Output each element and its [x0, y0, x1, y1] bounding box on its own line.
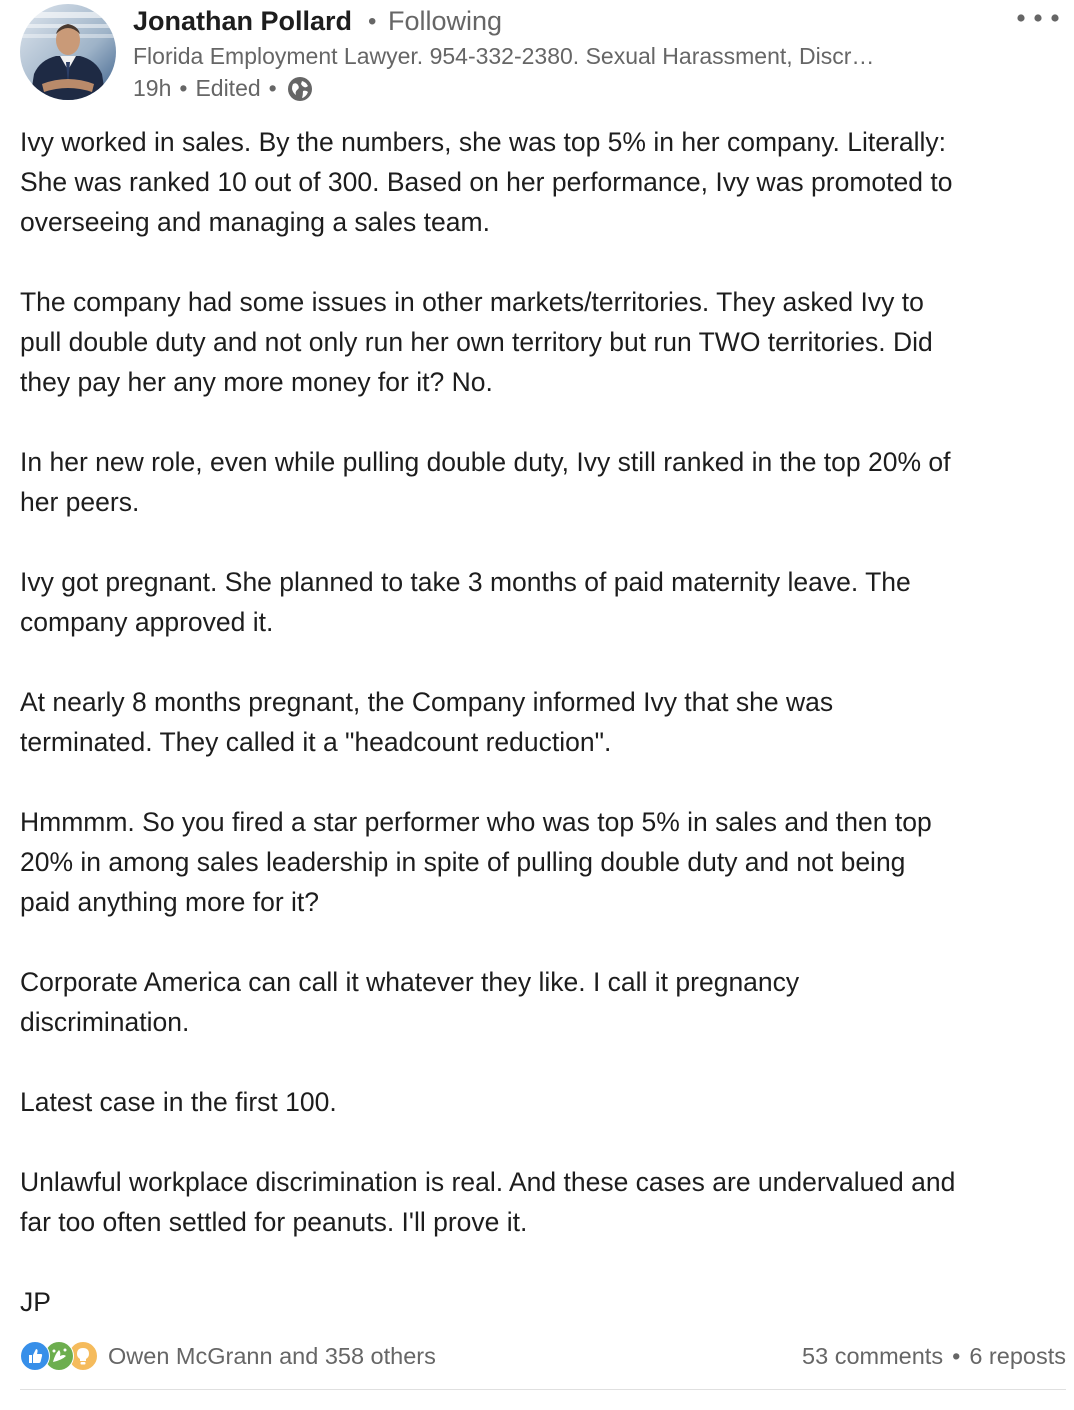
- author-headline: Florida Employment Lawyer. 954-332-2380. Sexual Harassment, Discr…: [133, 43, 875, 69]
- post-paragraph: Corporate America can call it whatever they like. I call it pregnancy discrimination.: [20, 967, 800, 1037]
- divider: [20, 1389, 1066, 1390]
- separator-dot: •: [179, 75, 188, 101]
- author-avatar[interactable]: [20, 4, 116, 100]
- post-paragraph: Hmmmm. So you fired a star performer who was top 5% in sales and then top 20% in among sales leadership in spite of pulling double duty and not being paid anything more for it?: [20, 807, 932, 917]
- post-paragraph: Ivy worked in sales. By the numbers, she was top 5% in her company. Literally: She was ranked 10 out of 300. Based on her performance, Ivy was promoted to overseeing and managing a sales team.: [20, 127, 953, 237]
- post-paragraph: In her new role, even while pulling double duty, Ivy still ranked in the top 20% of her peers.: [20, 447, 951, 517]
- post-paragraph: Latest case in the first 100.: [20, 1087, 337, 1117]
- author-name[interactable]: Jonathan Pollard: [133, 6, 353, 36]
- post-text: [20, 122, 1060, 1322]
- reactions-summary[interactable]: [20, 1341, 436, 1371]
- post-meta: [133, 75, 313, 102]
- separator-dot: •: [952, 1342, 961, 1369]
- reaction-icons: [20, 1341, 100, 1371]
- post-paragraph: Unlawful workplace discrimination is real. And these cases are undervalued and far too often settled for peanuts. I'll prove it.: [20, 1167, 956, 1237]
- separator-dot: •: [268, 75, 277, 101]
- post-time: 19h: [133, 75, 172, 101]
- reposts-count-link[interactable]: 6 reposts: [969, 1342, 1066, 1369]
- engagement-counts: [802, 1343, 1066, 1370]
- globe-icon: [287, 76, 313, 102]
- social-counts-bar: [20, 1338, 1066, 1374]
- more-options-icon: [1016, 13, 1060, 23]
- post-paragraph: The company had some issues in other markets/territories. They asked Ivy to pull double duty and not only run her own territory but run TWO territories. Did they pay her any more money for it? No.: [20, 287, 933, 397]
- post-paragraph: At nearly 8 months pregnant, the Company informed Ivy that she was terminated. They called it a "headcount reduction".: [20, 687, 834, 757]
- comments-count-link[interactable]: 53 comments: [802, 1342, 944, 1369]
- post-paragraph: Ivy got pregnant. She planned to take 3 months of paid maternity leave. The company approved it.: [20, 567, 911, 637]
- like-icon: [20, 1341, 50, 1371]
- post-header: [0, 0, 1074, 110]
- post-signature: JP: [20, 1287, 51, 1317]
- reactions-count: Owen McGrann and 358 others: [108, 1342, 436, 1369]
- separator-dot: •: [368, 8, 377, 35]
- profile-photo: [20, 4, 116, 100]
- more-options-button[interactable]: [1014, 4, 1062, 32]
- edited-label: Edited: [195, 75, 261, 101]
- following-status[interactable]: Following: [388, 6, 503, 36]
